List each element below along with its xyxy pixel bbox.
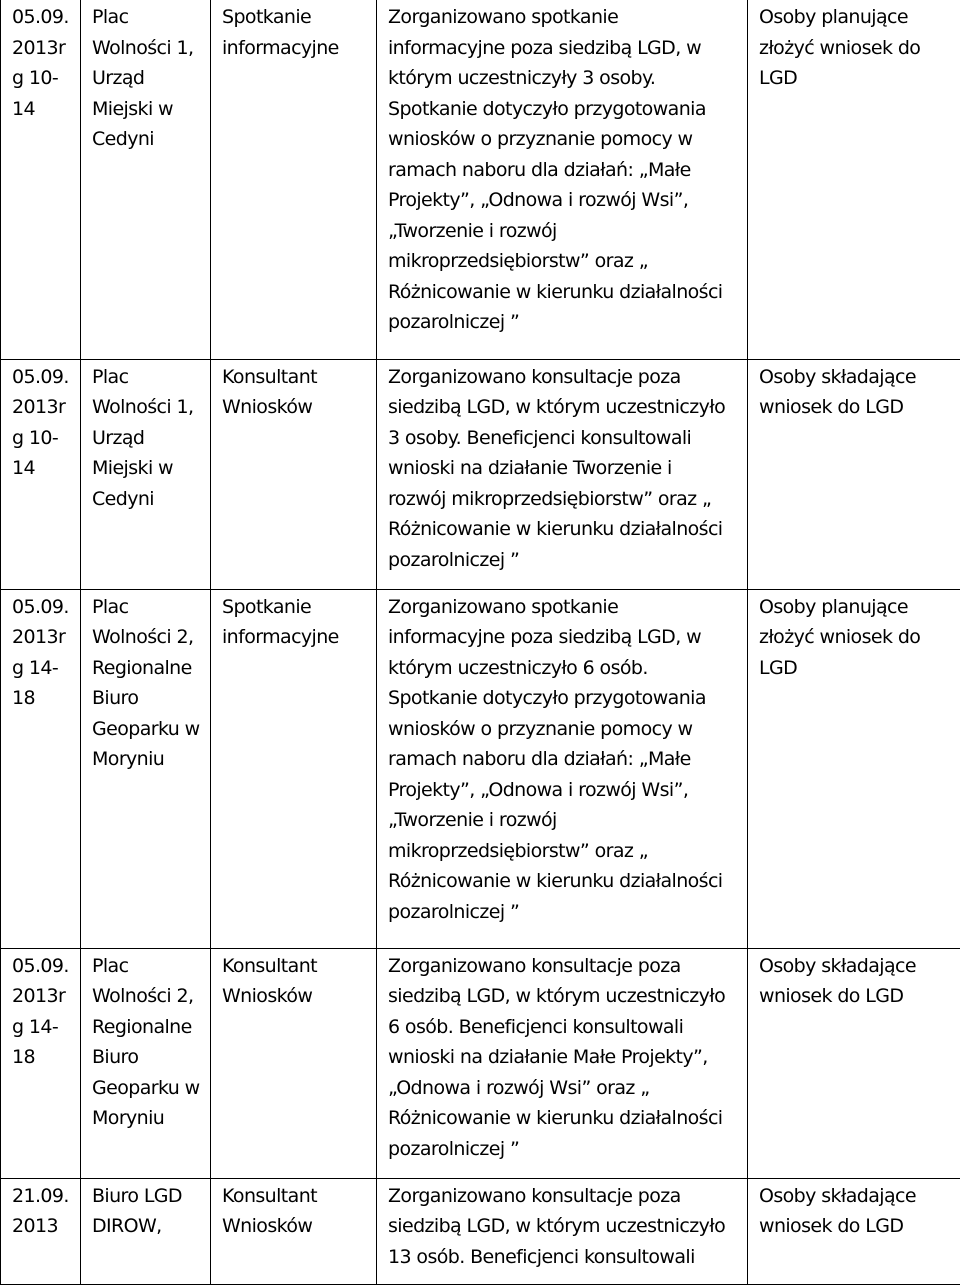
- cell-line: Zorganizowano spotkanie: [388, 592, 741, 623]
- target-cell: [748, 0, 960, 359]
- cell-line: Wolności 2,: [92, 981, 204, 1012]
- cell-line: ramach naboru dla działań: „Małe: [388, 155, 741, 186]
- cell-line: Geoparku w: [92, 714, 204, 745]
- cell-line: Projekty”, „Odnowa i rozwój Wsi”,: [388, 185, 741, 216]
- cell-line: 18: [12, 1042, 74, 1073]
- cell-line: Plac: [92, 2, 204, 33]
- cell-line: siedzibą LGD, w którym uczestniczyło: [388, 1211, 741, 1242]
- cell-line: Miejski w: [92, 94, 204, 125]
- cell-line: 6 osób. Beneficjenci konsultowali: [388, 1012, 741, 1043]
- cell-line: Wniosków: [222, 981, 370, 1012]
- cell-line: Różnicowanie w kierunku działalności: [388, 1103, 741, 1134]
- date-cell: [1, 1178, 81, 1284]
- table-row: [1, 0, 960, 359]
- description-cell: [377, 0, 748, 359]
- type-cell: [211, 359, 377, 589]
- date-cell: [1, 0, 81, 359]
- type-cell: [211, 948, 377, 1178]
- cell-line: wniosek do LGD: [759, 1211, 960, 1242]
- cell-line: Konsultant: [222, 362, 370, 393]
- table-row: [1, 589, 960, 948]
- cell-line: ramach naboru dla działań: „Małe: [388, 744, 741, 775]
- cell-line: g 14-: [12, 1012, 74, 1043]
- cell-line: g 10-: [12, 423, 74, 454]
- table-row: [1, 1178, 960, 1284]
- cell-line: Spotkanie: [222, 2, 370, 33]
- cell-line: informacyjne: [222, 33, 370, 64]
- cell-line: wniosków o przyznanie pomocy w: [388, 124, 741, 155]
- cell-line: Biuro LGD: [92, 1181, 204, 1212]
- cell-line: Osoby składające: [759, 1181, 960, 1212]
- cell-line: g 10-: [12, 63, 74, 94]
- cell-line: Zorganizowano konsultacje poza: [388, 362, 741, 393]
- cell-line: Moryniu: [92, 1103, 204, 1134]
- cell-line: złożyć wniosek do: [759, 622, 960, 653]
- cell-line: informacyjne poza siedzibą LGD, w: [388, 622, 741, 653]
- events-table-body: [1, 0, 960, 1284]
- place-cell: [81, 1178, 211, 1284]
- cell-line: Wolności 1,: [92, 33, 204, 64]
- cell-line: wnioski na działanie Tworzenie i: [388, 453, 741, 484]
- cell-line: 05.09.: [12, 2, 74, 33]
- cell-line: wniosek do LGD: [759, 981, 960, 1012]
- table-row: [1, 948, 960, 1178]
- type-cell: [211, 0, 377, 359]
- cell-line: Cedyni: [92, 484, 204, 515]
- cell-line: 05.09.: [12, 362, 74, 393]
- cell-line: siedzibą LGD, w którym uczestniczyło: [388, 392, 741, 423]
- cell-line: Biuro: [92, 683, 204, 714]
- place-cell: [81, 0, 211, 359]
- cell-line: 2013r: [12, 392, 74, 423]
- place-cell: [81, 359, 211, 589]
- cell-line: Geoparku w: [92, 1073, 204, 1104]
- cell-line: Urząd: [92, 423, 204, 454]
- cell-line: 14: [12, 94, 74, 125]
- cell-line: 05.09.: [12, 951, 74, 982]
- cell-line: Spotkanie dotyczyło przygotowania: [388, 94, 741, 125]
- cell-line: Spotkanie dotyczyło przygotowania: [388, 683, 741, 714]
- cell-line: którym uczestniczyło 6 osób.: [388, 653, 741, 684]
- cell-line: Osoby składające: [759, 362, 960, 393]
- date-cell: [1, 589, 81, 948]
- cell-line: Zorganizowano konsultacje poza: [388, 951, 741, 982]
- cell-line: 3 osoby. Beneficjenci konsultowali: [388, 423, 741, 454]
- cell-line: 14: [12, 453, 74, 484]
- cell-line: Różnicowanie w kierunku działalności: [388, 277, 741, 308]
- cell-line: Urząd: [92, 63, 204, 94]
- cell-line: Biuro: [92, 1042, 204, 1073]
- cell-line: Miejski w: [92, 453, 204, 484]
- cell-line: Wniosków: [222, 1211, 370, 1242]
- description-cell: [377, 359, 748, 589]
- cell-line: Różnicowanie w kierunku działalności: [388, 514, 741, 545]
- cell-line: Spotkanie: [222, 592, 370, 623]
- cell-line: 2013r: [12, 981, 74, 1012]
- cell-line: Konsultant: [222, 951, 370, 982]
- place-cell: [81, 948, 211, 1178]
- cell-line: Wolności 1,: [92, 392, 204, 423]
- cell-line: Cedyni: [92, 124, 204, 155]
- cell-line: Wniosków: [222, 392, 370, 423]
- cell-line: Plac: [92, 362, 204, 393]
- description-cell: [377, 948, 748, 1178]
- table-row: [1, 359, 960, 589]
- cell-line: Osoby planujące: [759, 2, 960, 33]
- cell-line: „Odnowa i rozwój Wsi” oraz „: [388, 1073, 741, 1104]
- cell-line: 13 osób. Beneficjenci konsultowali: [388, 1242, 741, 1273]
- cell-line: Zorganizowano spotkanie: [388, 2, 741, 33]
- cell-line: złożyć wniosek do: [759, 33, 960, 64]
- cell-line: Moryniu: [92, 744, 204, 775]
- cell-line: siedzibą LGD, w którym uczestniczyło: [388, 981, 741, 1012]
- cell-line: 18: [12, 683, 74, 714]
- target-cell: [748, 948, 960, 1178]
- target-cell: [748, 359, 960, 589]
- cell-line: Konsultant: [222, 1181, 370, 1212]
- cell-line: Plac: [92, 951, 204, 982]
- cell-line: „Tworzenie i rozwój: [388, 216, 741, 247]
- cell-line: Regionalne: [92, 1012, 204, 1043]
- cell-line: 05.09.: [12, 592, 74, 623]
- cell-line: pozarolniczej ”: [388, 545, 741, 576]
- cell-line: 2013: [12, 1211, 74, 1242]
- cell-line: LGD: [759, 63, 960, 94]
- cell-line: Osoby składające: [759, 951, 960, 982]
- cell-line: 21.09.: [12, 1181, 74, 1212]
- target-cell: [748, 1178, 960, 1284]
- cell-line: wnioski na działanie Małe Projekty”,: [388, 1042, 741, 1073]
- cell-line: Osoby planujące: [759, 592, 960, 623]
- target-cell: [748, 589, 960, 948]
- cell-line: mikroprzedsiębiorstw” oraz „: [388, 246, 741, 277]
- cell-line: informacyjne poza siedzibą LGD, w: [388, 33, 741, 64]
- cell-line: Zorganizowano konsultacje poza: [388, 1181, 741, 1212]
- cell-line: g 14-: [12, 653, 74, 684]
- date-cell: [1, 948, 81, 1178]
- cell-line: Regionalne: [92, 653, 204, 684]
- description-cell: [377, 1178, 748, 1284]
- cell-line: pozarolniczej ”: [388, 897, 741, 928]
- date-cell: [1, 359, 81, 589]
- cell-line: rozwój mikroprzedsiębiorstw” oraz „: [388, 484, 741, 515]
- cell-line: Wolności 2,: [92, 622, 204, 653]
- description-cell: [377, 589, 748, 948]
- cell-line: pozarolniczej ”: [388, 307, 741, 338]
- cell-line: wniosek do LGD: [759, 392, 960, 423]
- cell-line: Różnicowanie w kierunku działalności: [388, 866, 741, 897]
- cell-line: Plac: [92, 592, 204, 623]
- cell-line: Projekty”, „Odnowa i rozwój Wsi”,: [388, 775, 741, 806]
- cell-line: LGD: [759, 653, 960, 684]
- type-cell: [211, 589, 377, 948]
- place-cell: [81, 589, 211, 948]
- type-cell: [211, 1178, 377, 1284]
- cell-line: pozarolniczej ”: [388, 1134, 741, 1165]
- cell-line: informacyjne: [222, 622, 370, 653]
- cell-line: mikroprzedsiębiorstw” oraz „: [388, 836, 741, 867]
- cell-line: którym uczestniczyły 3 osoby.: [388, 63, 741, 94]
- cell-line: 2013r: [12, 33, 74, 64]
- cell-line: „Tworzenie i rozwój: [388, 805, 741, 836]
- cell-line: DIROW,: [92, 1211, 204, 1242]
- cell-line: wniosków o przyznanie pomocy w: [388, 714, 741, 745]
- cell-line: 2013r: [12, 622, 74, 653]
